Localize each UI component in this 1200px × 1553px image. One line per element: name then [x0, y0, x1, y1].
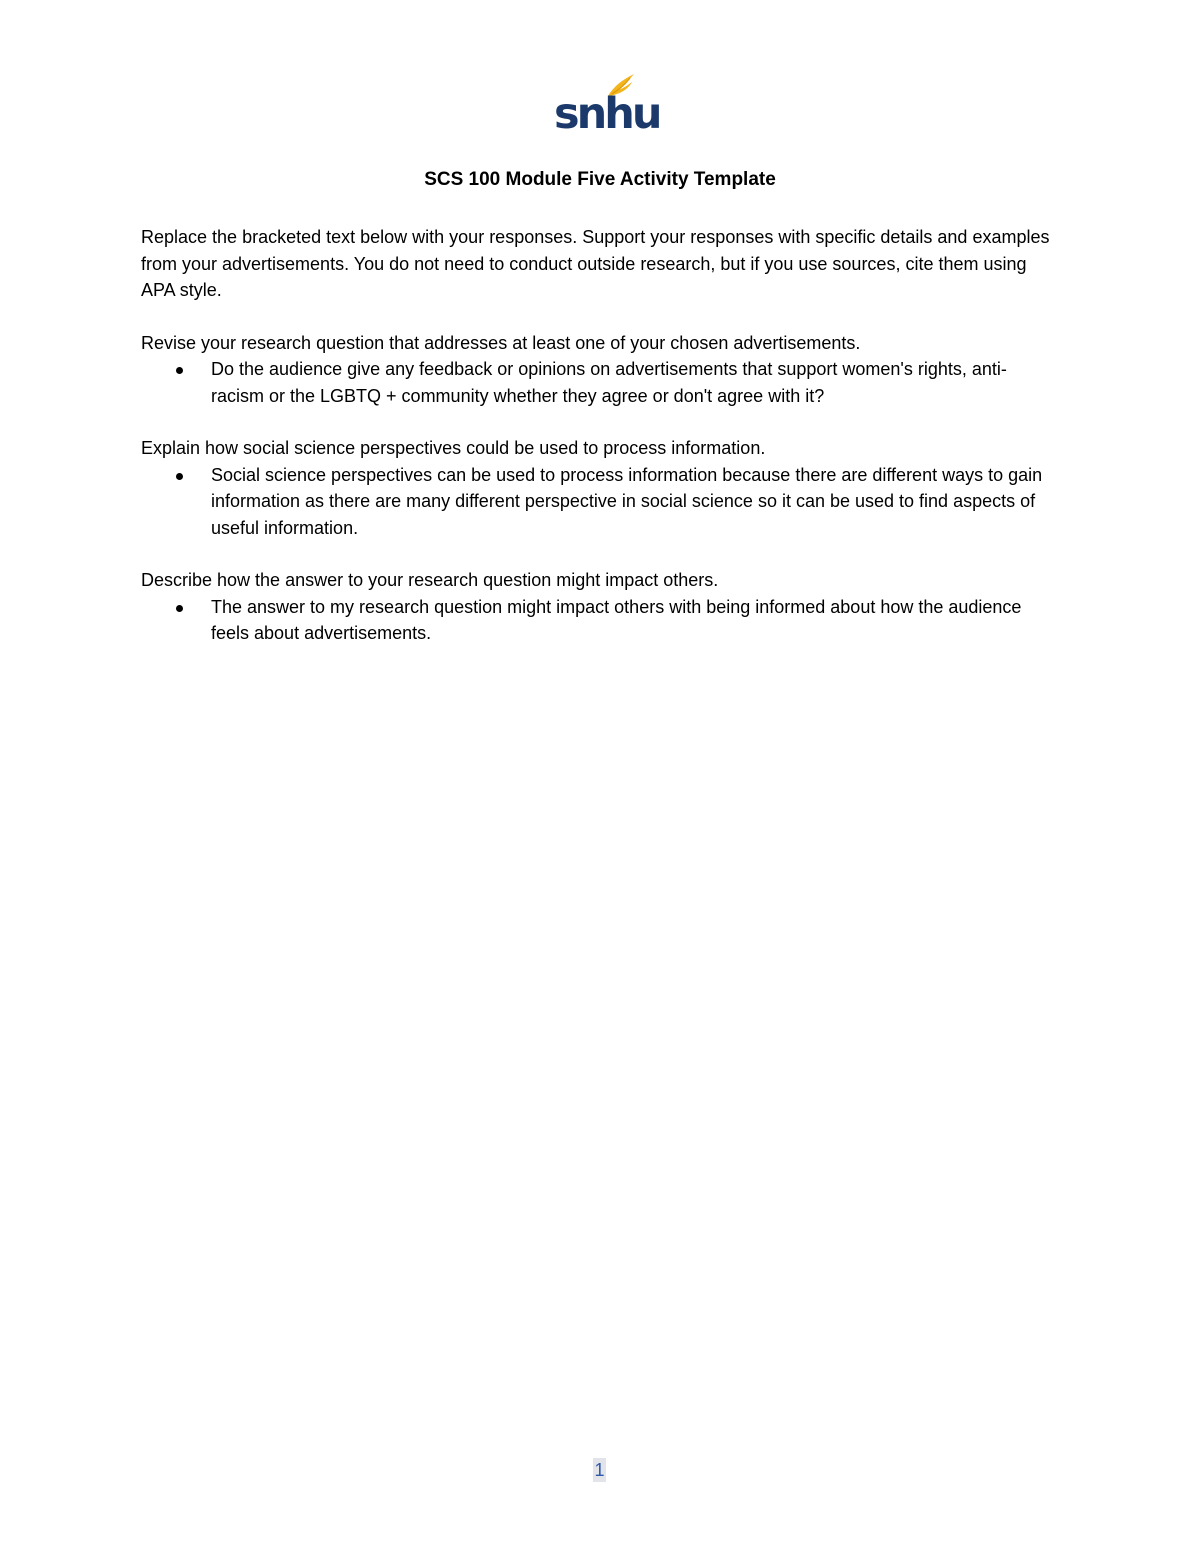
list-item — [141, 594, 1056, 647]
section-impact-on-others — [141, 567, 1056, 647]
logo-wordmark: snhu — [554, 89, 660, 139]
instructions-paragraph: Replace the bracketed text below with your responses. Support your responses with specific details and examples from your advertisements. You do not need to conduct outside research, but if you use sources, cite them using APA style. — [141, 227, 1050, 300]
section-social-science-perspectives — [141, 435, 1056, 541]
section-prompt: Describe how the answer to your research question might impact others. — [141, 570, 719, 590]
bullet-icon — [176, 473, 183, 480]
section-prompt: Explain how social science perspectives could be used to process information. — [141, 438, 766, 458]
list-item — [141, 356, 1056, 409]
snhu-logo — [554, 72, 660, 139]
section-research-question — [141, 330, 1056, 410]
section-response: Social science perspectives can be used to process information because there are different ways to gain information as there are many different perspective in social science so it can be used to find aspects of useful information. — [211, 464, 1043, 538]
document-title: SCS 100 Module Five Activity Template — [424, 169, 776, 190]
section-prompt: Revise your research question that addresses at least one of your chosen advertisements. — [141, 332, 861, 353]
page-number: 1 — [594, 1460, 605, 1480]
bullet-icon — [176, 605, 183, 612]
bullet-icon — [176, 367, 183, 374]
section-response: Do the audience give any feedback or opinions on advertisements that support women's rights, anti-racism or the LGBTQ + community whether they agree or don't agree with it? — [211, 359, 1007, 406]
section-response: The answer to my research question might impact others with being informed about how the audience feels about advertisements. — [211, 596, 1022, 643]
list-item — [141, 462, 1056, 542]
document-body — [141, 224, 1056, 647]
